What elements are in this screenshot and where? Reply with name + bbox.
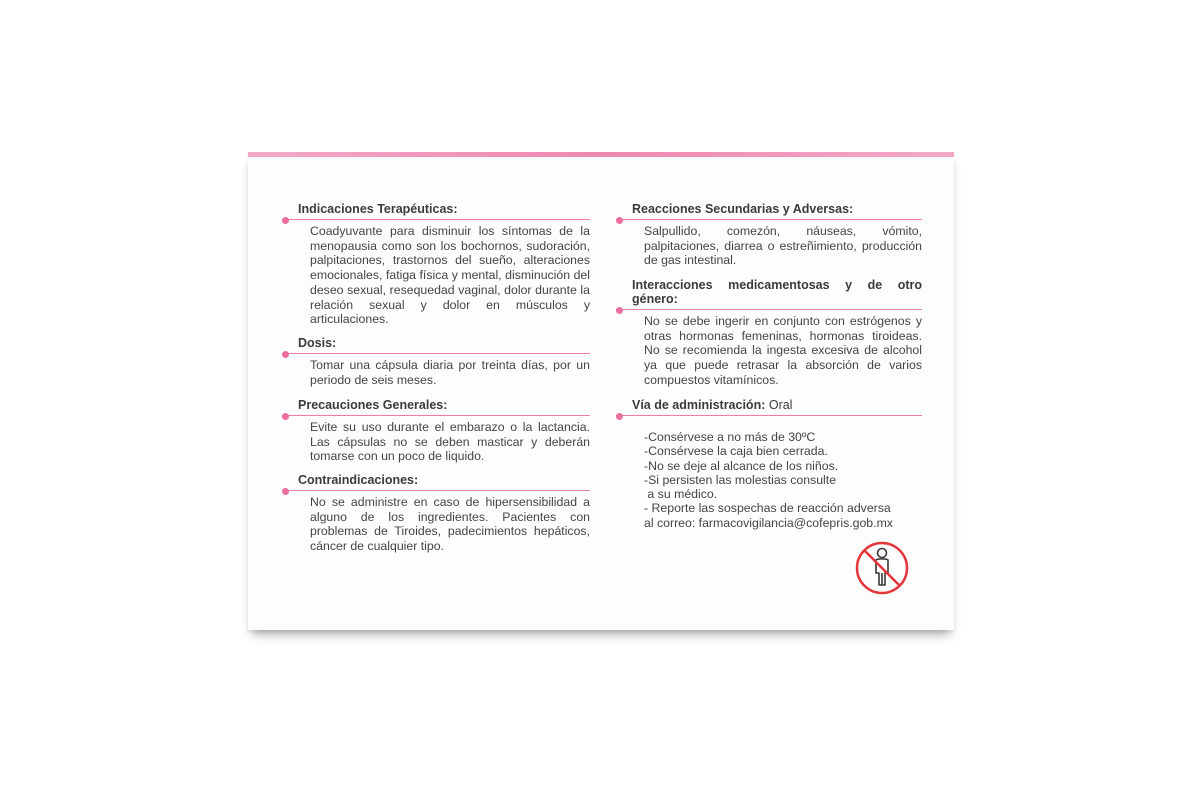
- section-reacciones: [616, 202, 922, 268]
- bullet-dot: [282, 413, 289, 420]
- section-precauciones: [282, 398, 590, 464]
- section-heading: Contraindicaciones:: [282, 473, 590, 491]
- bullet-dot: [282, 217, 289, 224]
- section-body: No se administre en caso de hipersensibilidad a alguno de los ingredientes. Pacientes con problemas de Tiroides, padecimientos hepáticos, cáncer de cualquier tipo.: [310, 495, 590, 554]
- section-dosis: [282, 336, 590, 387]
- section-interacciones: [616, 278, 922, 388]
- section-administracion: [616, 398, 922, 416]
- note-line: -Si persisten las molestias consulte: [644, 472, 837, 487]
- section-body: Tomar una cápsula diaria por treinta días, por un periodo de seis meses.: [310, 358, 590, 387]
- note-line: al correo: farmacovigilancia@cofepris.gob.mx: [644, 515, 893, 530]
- note-line: -Consérvese a no más de 30ºC: [644, 430, 816, 444]
- note-line: -Consérvese la caja bien cerrada.: [644, 444, 828, 459]
- section-heading: [616, 398, 922, 416]
- section-contraindicaciones: [282, 473, 590, 554]
- bullet-dot: [282, 351, 289, 358]
- bullet-dot: [282, 488, 289, 495]
- section-body: Coadyuvante para disminuir los síntomas de la menopausia como son los bochornos, sudoración, palpitaciones, trastornos del sueño, alteraciones emocionales, fatiga física y mental, disminución del deseo sexual, resequedad vaginal, dolor durante la relación sexual y dolor en músculos y articulaciones.: [310, 224, 590, 327]
- section-body: Salpullido, comezón, náuseas, vómito, palpitaciones, diarrea o estreñimiento, producción de gas intestinal.: [644, 224, 922, 268]
- note-line: -No se deje al alcance de los niños.: [644, 458, 839, 473]
- section-heading: Dosis:: [282, 336, 590, 354]
- not-for-children-icon: [854, 540, 910, 596]
- bullet-dot: [616, 307, 623, 314]
- section-heading: Interacciones medicamentosas y de otro género:: [616, 278, 922, 310]
- section-heading: Precauciones Generales:: [282, 398, 590, 416]
- leaflet-panel: [248, 152, 954, 630]
- bullet-dot: [616, 413, 623, 420]
- top-pink-stripe: [248, 152, 954, 157]
- note-line: a su médico.: [644, 487, 718, 502]
- administration-value: Oral: [765, 398, 793, 412]
- section-heading: Indicaciones Terapéuticas:: [282, 202, 590, 220]
- section-body: Evite su uso durante el embarazo o la lactancia. Las cápsulas no se deben masticar y deberán tomarse con un poco de liquido.: [310, 420, 590, 464]
- note-line: - Reporte las sospechas de reacción adversa: [644, 501, 891, 516]
- storage-notes: [644, 430, 924, 530]
- administration-label: Vía de administración:: [632, 398, 766, 412]
- section-heading: Reacciones Secundarias y Adversas:: [616, 202, 922, 220]
- bullet-dot: [616, 217, 623, 224]
- section-indicaciones: [282, 202, 590, 327]
- section-body: No se debe ingerir en conjunto con estrógenos y otras hormonas femeninas, hormonas tiroideas. No se recomienda la ingesta excesiva de alcohol ya que puede retrasar la absorción de varios compuestos vitamínicos.: [644, 314, 922, 387]
